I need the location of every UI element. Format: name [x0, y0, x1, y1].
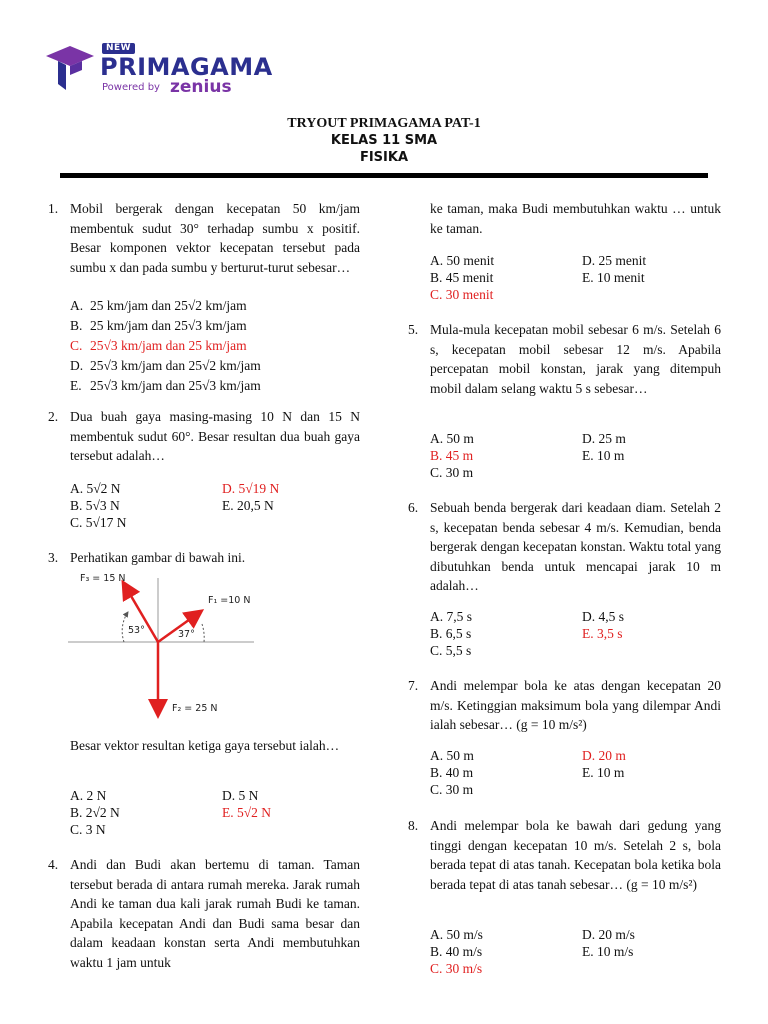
question-4	[48, 855, 360, 972]
option-c: C. 30 m	[430, 782, 474, 797]
option-e: E. 10 m	[582, 765, 625, 780]
option-d: D. 20 m/s	[582, 927, 635, 942]
option-d-correct: D. 20 m	[582, 748, 626, 763]
question-number: 7.	[408, 678, 419, 693]
option-a: A. 50 m/s	[430, 927, 483, 942]
option-c: C. 5√17 N	[70, 515, 127, 530]
option-b: B. 40 m/s	[430, 944, 483, 959]
label-angle-left: 53°	[128, 625, 145, 636]
label-f1: F₁ =10 N	[208, 595, 251, 606]
question-text: Mula-mula kecepatan mobil sebesar 6 m/s. Setelah 6 s, kecepatan mobil sebesar 12 m/s. Apabila percepatan mobil konstan, jarak yang ditempuh mobil dalam selang waktu 5 s sebesar…	[430, 322, 721, 396]
option-c-correct: C. 30 menit	[430, 287, 494, 302]
partner-name: zenius	[170, 77, 232, 97]
option-b: B. 6,5 s	[430, 626, 472, 641]
option-e: E. 10 m/s	[582, 944, 634, 959]
question-number: 8.	[408, 818, 419, 833]
option-c-correct: C. 30 m/s	[430, 961, 483, 976]
option-a: A. 50 m	[430, 431, 474, 446]
question-text: Perhatikan gambar di bawah ini.	[70, 550, 246, 565]
question-text: Andi melempar bola ke bawah dari gedung yang tinggi dengan kecepatan 10 m/s. Setelah 2 s, bola berada tepat di atas tanah. Kecepatan bola ketika bola berada tepat di atas tanah sebesar… (g = 10 m/s²)	[430, 818, 721, 892]
option-d: D. 4,5 s	[582, 609, 625, 624]
option-e: E. 20,5 N	[222, 498, 274, 513]
option-d-correct: D. 5√19 N	[222, 481, 280, 496]
powered-by: Powered by	[102, 82, 160, 93]
option-d: D. 25 menit	[582, 253, 647, 268]
question-1	[48, 199, 360, 277]
option-e: E. 10 m	[582, 448, 625, 463]
exam-title: TRYOUT PRIMAGAMA PAT-1	[287, 116, 481, 131]
label-angle-right: 37°	[178, 629, 195, 640]
option-e: E. 25√3 km/jam dan 25√3 km/jam	[70, 378, 261, 393]
question-text: Sebuah benda bergerak dari keadaan diam. Setelah 2 s, kecepatan benda sebesar 4 m/s. Kemudian, benda bergerak dengan kecepatan konstan. Waktu total yang dibutuhkan benda untuk mencapai jarak 10 m adalah…	[430, 500, 721, 593]
graduation-cap-icon	[44, 42, 96, 90]
option-e-correct: E. 5√2 N	[222, 805, 272, 820]
question-text: Andi melempar bola ke atas dengan kecepatan 20 m/s. Ketinggian maksimum bola yang dilempar Andi ialah sebesar… (g = 10 m/s²)	[430, 678, 721, 732]
question-text: Dua buah gaya masing-masing 10 N dan 15 N membentuk sudut 60°. Besar resultan dua buah gaya tersebut adalah…	[70, 409, 360, 463]
option-a: A. 25 km/jam dan 25√2 km/jam	[70, 298, 247, 313]
option-c-correct: C. 25√3 km/jam dan 25 km/jam	[70, 338, 247, 353]
option-b: B. 5√3 N	[70, 498, 120, 513]
question-number: 6.	[408, 500, 419, 515]
header-divider	[60, 173, 708, 178]
option-b: B. 40 m	[430, 765, 474, 780]
question-7	[408, 676, 721, 735]
option-d: D. 25√3 km/jam dan 25√2 km/jam	[70, 358, 261, 373]
angle-arc-right	[202, 624, 204, 642]
option-e: E. 10 menit	[582, 270, 645, 285]
question-number: 5.	[408, 322, 419, 337]
option-c: C. 3 N	[70, 822, 106, 837]
question-2	[48, 407, 360, 466]
question-text: Besar vektor resultan ketiga gaya tersebut ialah…	[70, 738, 340, 753]
option-b: B. 25 km/jam dan 25√3 km/jam	[70, 318, 247, 333]
exam-subject: FISIKA	[359, 150, 409, 165]
option-a: A. 50 m	[430, 748, 474, 763]
brand-name: PRIMAGAMA	[100, 53, 273, 81]
option-c: C. 5,5 s	[430, 643, 472, 658]
option-b: B. 45 menit	[430, 270, 494, 285]
option-d: D. 5 N	[222, 788, 259, 803]
option-b: B. 2√2 N	[70, 805, 120, 820]
question-5	[408, 320, 721, 398]
question-number: 4.	[48, 857, 59, 872]
question-text: ke taman, maka Budi membutuhkan waktu … untuk ke taman.	[430, 201, 721, 236]
label-f2: F₂ = 25 N	[172, 703, 218, 714]
primagama-logo	[44, 42, 274, 102]
label-f3: F₃ = 15 N	[80, 573, 126, 584]
question-6	[408, 498, 721, 596]
question-text: Andi dan Budi akan bertemu di taman. Taman tersebut berada di antara rumah mereka. Jarak rumah Andi ke taman dua kali jarak rumah Budi ke taman. Apabila kecepatan Andi dan Budi sama besar dan dalam keadaan konstan serta Andi membutuhkan waktu 1 jam untuk	[70, 857, 360, 970]
option-d: D. 25 m	[582, 431, 626, 446]
option-a: A. 2 N	[70, 788, 107, 803]
option-a: A. 50 menit	[430, 253, 495, 268]
force-vector-diagram	[66, 568, 256, 720]
question-number: 1.	[48, 201, 59, 216]
question-8	[408, 816, 721, 894]
option-e-correct: E. 3,5 s	[582, 626, 623, 641]
question-4-continued	[408, 199, 721, 238]
option-a: A. 7,5 s	[430, 609, 473, 624]
option-a: A. 5√2 N	[70, 481, 121, 496]
option-b-correct: B. 45 m	[430, 448, 474, 463]
exam-class: KELAS 11 SMA	[330, 133, 438, 148]
question-3-prompt	[48, 736, 360, 756]
question-text: Mobil bergerak dengan kecepatan 50 km/jam membentuk sudut 30° terhadap sumbu x positif. Besar komponen vektor kecepatan tersebut pada sumbu x dan pada sumbu y berturut-turut sebesar…	[70, 201, 360, 275]
question-3	[48, 548, 360, 568]
question-number: 2.	[48, 409, 59, 424]
new-badge: NEW	[102, 43, 135, 54]
option-c: C. 30 m	[430, 465, 474, 480]
question-number: 3.	[48, 550, 59, 565]
